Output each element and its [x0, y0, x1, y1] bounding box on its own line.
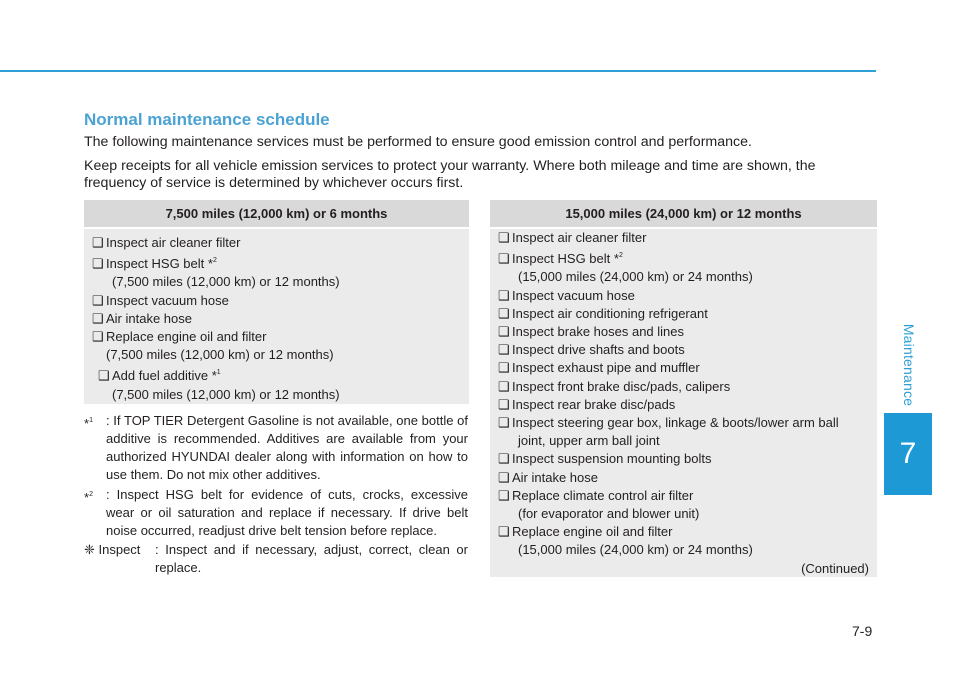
footnote-star: * [84, 490, 90, 505]
list-item [498, 487, 869, 505]
footnote-marker [84, 486, 106, 540]
intro-paragraph-1: The following maintenance services must be performed to ensure good emission control and performance. [84, 134, 752, 150]
checkbox-icon: ❑ [498, 360, 510, 376]
continued-label: (Continued) [801, 560, 869, 576]
footnote-text: : If TOP TIER Detergent Gasoline is not available, one bottle of additive is recommended. Additives are available from your authorized HYUNDAI dealer along with information on how to use them. Do not mix other additives. [106, 413, 468, 482]
inspect-label: ❈ Inspect [84, 542, 141, 557]
schedule-box-7500 [84, 200, 469, 404]
item-text: Inspect vacuum hose [512, 287, 635, 303]
checkbox-icon: ❑ [98, 368, 110, 384]
schedule-header: 7,500 miles (12,000 km) or 6 months [84, 200, 469, 229]
checkbox-icon: ❑ [92, 235, 104, 250]
list-item [498, 414, 869, 432]
footnote-text: : Inspect HSG belt for evidence of cuts, crocks, excessive wear or oil saturation and replace if necessary. If drive belt noise occurred, readjust drive belt tension before replace. [106, 487, 468, 538]
chapter-label [889, 300, 929, 430]
item-text: Inspect front brake disc/pads, calipers [512, 378, 731, 394]
item-text: Inspect drive shafts and boots [512, 342, 685, 358]
item-note: (7,500 miles (12,000 km) or 12 months) [106, 347, 334, 363]
footnote-marker [84, 412, 106, 484]
schedule-header: 15,000 miles (24,000 km) or 12 months [490, 200, 877, 229]
item-text: Inspect suspension mounting bolts [512, 451, 712, 467]
top-rule [0, 70, 876, 72]
checkbox-icon: ❑ [92, 310, 104, 326]
list-item [498, 378, 869, 396]
checkbox-icon: ❑ [498, 342, 510, 358]
item-note: (for evaporator and blower unit) [518, 506, 700, 522]
item-text: Inspect steering gear box, linkage & boots/lower arm ball [512, 415, 839, 431]
checkbox-icon: ❑ [498, 230, 510, 245]
page-number: 7-9 [852, 623, 873, 639]
list-item [498, 450, 869, 468]
checkbox-icon: ❑ [498, 524, 510, 540]
section-title: Normal maintenance schedule [84, 110, 330, 129]
chapter-number-tab: 7 [884, 413, 932, 495]
checkbox-icon: ❑ [92, 292, 104, 308]
footnote-number: 1 [89, 417, 93, 424]
list-item [498, 323, 869, 341]
list-item [92, 328, 461, 346]
checkbox-icon: ❑ [498, 251, 510, 267]
list-item [92, 292, 461, 310]
item-text: Air intake hose [512, 469, 598, 485]
item-text: Inspect brake hoses and lines [512, 324, 684, 340]
footnote-star: * [84, 416, 90, 431]
item-text: Replace climate control air filter [512, 487, 694, 503]
list-item [498, 229, 869, 247]
schedule-list [84, 229, 469, 404]
item-text: Inspect air conditioning refrigerant [512, 305, 708, 321]
item-text: Air intake hose [106, 310, 192, 326]
item-text: Replace engine oil and filter [512, 524, 673, 540]
list-item [498, 359, 869, 377]
item-text: Replace engine oil and filter [106, 329, 267, 345]
item-text: Inspect HSG belt * [512, 251, 619, 267]
schedule-box-15000 [490, 200, 877, 577]
footnote-2 [84, 486, 468, 540]
checkbox-icon: ❑ [498, 451, 510, 467]
item-text: Add fuel additive * [112, 368, 217, 384]
list-item [498, 396, 869, 414]
inspect-definition [84, 541, 468, 577]
checkbox-icon: ❑ [498, 378, 510, 394]
item-text: Inspect air cleaner filter [512, 230, 647, 245]
checkbox-icon: ❑ [498, 324, 510, 340]
list-item [92, 252, 461, 273]
footnote-ref: 2 [212, 257, 217, 265]
item-note: joint, upper arm ball joint [518, 433, 660, 449]
list-item [92, 234, 461, 252]
list-item [498, 523, 869, 541]
list-item [498, 469, 869, 487]
list-item [498, 341, 869, 359]
intro-paragraph-2: Keep receipts for all vehicle emission services to protect your warranty. Where both mileage and time are shown, the frequency of service is determined by whichever occurs first. [84, 158, 816, 191]
checkbox-icon: ❑ [92, 329, 104, 345]
chapter-label-text: Maintenance [901, 323, 917, 407]
checkbox-icon: ❑ [498, 305, 510, 321]
checkbox-icon: ❑ [498, 469, 510, 485]
list-item [498, 305, 869, 323]
checkbox-icon: ❑ [498, 415, 510, 431]
item-text: Inspect exhaust pipe and muffler [512, 360, 700, 376]
item-text: Inspect vacuum hose [106, 292, 229, 308]
footnote-1 [84, 412, 468, 484]
footnote-ref: 2 [618, 252, 623, 260]
footnote-number: 2 [89, 491, 93, 498]
item-text: Inspect HSG belt * [106, 256, 213, 272]
footnote-ref: 1 [216, 369, 221, 377]
checkbox-icon: ❑ [92, 256, 104, 272]
inspect-text: : Inspect and if necessary, adjust, correct, clean or replace. [155, 542, 468, 575]
list-item [498, 287, 869, 305]
checkbox-icon: ❑ [498, 287, 510, 303]
list-item [92, 364, 461, 385]
item-note: (7,500 miles (12,000 km) or 12 months) [112, 386, 340, 402]
list-item [92, 310, 461, 328]
checkbox-icon: ❑ [498, 487, 510, 503]
item-text: Inspect rear brake disc/pads [512, 396, 676, 412]
item-note: (15,000 miles (24,000 km) or 24 months) [518, 269, 753, 285]
list-item [498, 247, 869, 268]
item-text: Inspect air cleaner filter [106, 235, 241, 250]
checkbox-icon: ❑ [498, 396, 510, 412]
item-note: (15,000 miles (24,000 km) or 24 months) [518, 542, 753, 558]
footnotes [84, 412, 468, 577]
item-note: (7,500 miles (12,000 km) or 12 months) [112, 274, 340, 290]
schedule-list [490, 229, 877, 578]
intro-text [84, 134, 880, 199]
